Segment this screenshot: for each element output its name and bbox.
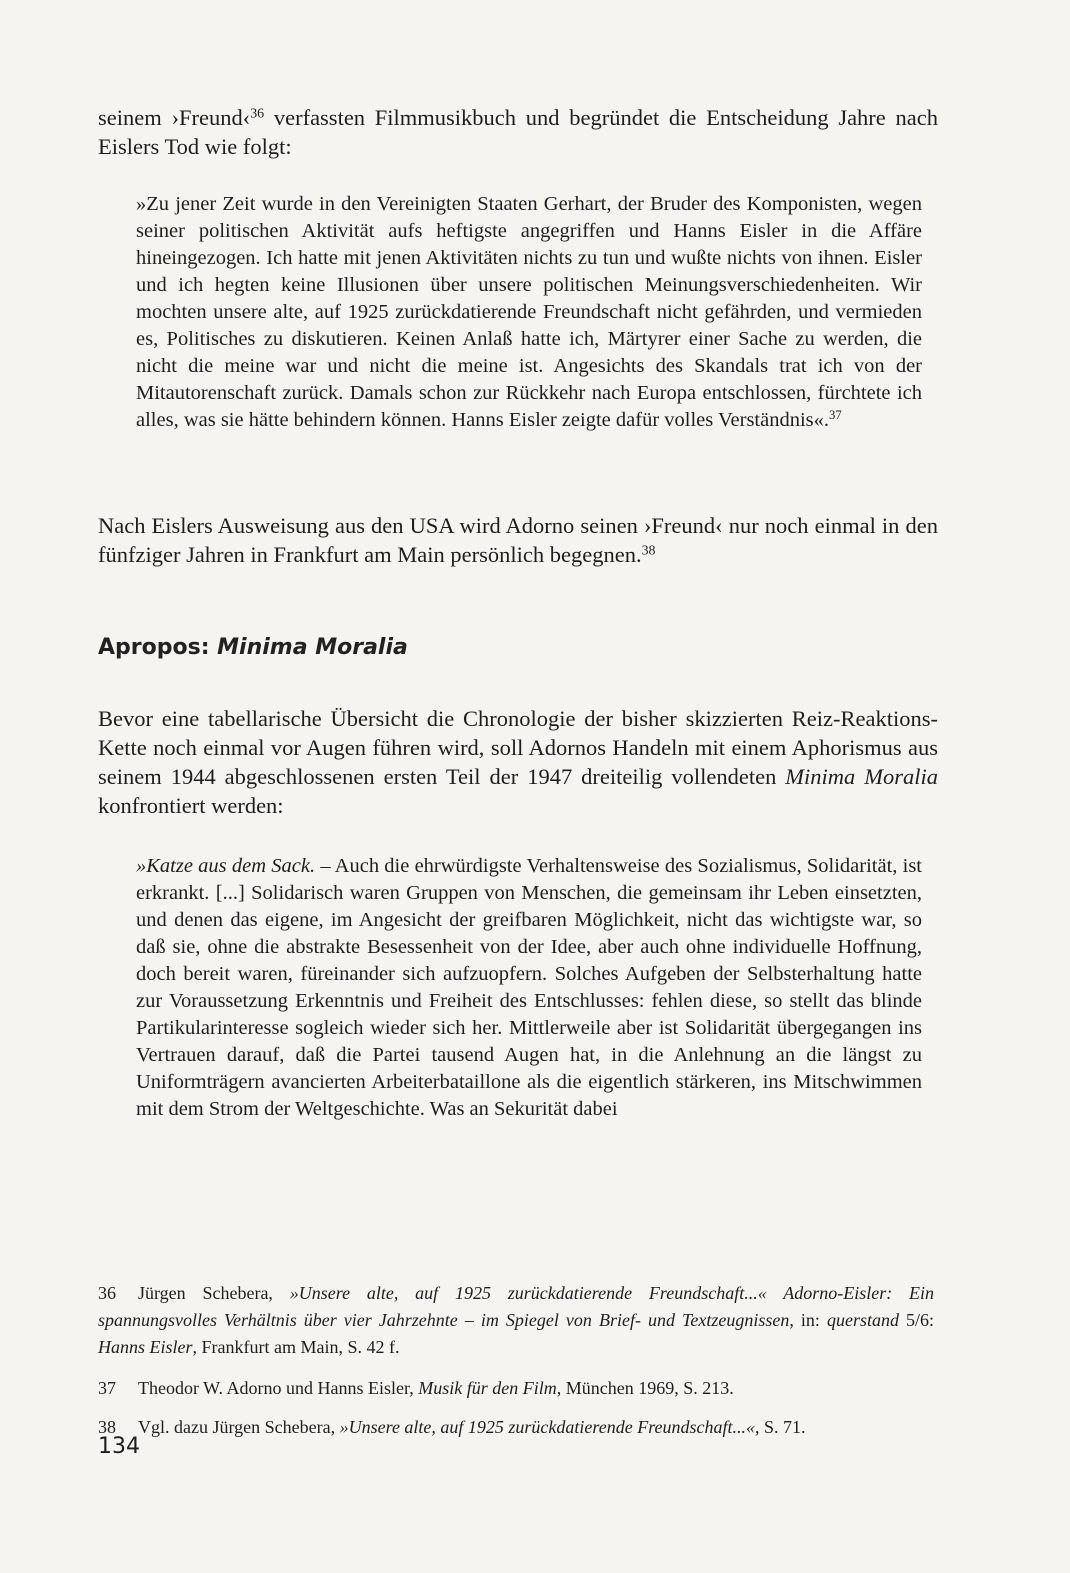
text-run: Nach Eislers Ausweisung aus den USA wird Adorno seinen ›Freund‹ nur noch einmal in den fünfziger Jahren in Frankfurt am Main persönlich begegnen. (98, 513, 938, 567)
issue-title: Hanns Eisler (98, 1337, 193, 1357)
quote-text: »Zu jener Zeit wurde in den Vereinigten Staaten Gerhart, der Bruder des Komponisten, wegen seiner politischen Aktivität aufs heftigste angegriffen und Hanns Eisler in die Affäre hineingezogen. Ich hatte mit jenen Aktivitäten nichts zu tun und wußte nichts von ihnen. Eisler und ich hegten keine Illusionen über unsere politischen Meinungsverschiedenheiten. Wir mochten unsere alte, auf 1925 zurückdatierende Freundschaft nicht gefährden, und vermieden es, Politisches zu diskutieren. Keinen Anlaß hatte ich, Märtyrer einer Sache zu werden, die nicht die meine war und nicht die meine ist. Angesichts des Skandals trat ich von der Mitautorenschaft zurück. Damals schon zur Rückkehr nach Europa entschlossen, fürchtete ich alles, was sie hätte behindern können. Hanns Eisler zeigte dafür volles Verständnis«. (136, 193, 922, 431)
citation-title: »Unsere alte, auf 1925 zurückdatierende Freundschaft...« Adorno-Eisler: Ein spannungsvolles Verhältnis über vier Jahrzehnte – im Spiegel von Brief- und Textzeugnissen (98, 1283, 934, 1330)
aphorism-title: »Katze aus dem Sack. (136, 855, 316, 877)
heading-title: Minima Moralia (217, 635, 408, 660)
text-run: , Frankfurt am Main, S. 42 f. (192, 1337, 400, 1357)
page-number: 134 (98, 1434, 140, 1459)
text-run: seinem ›Freund‹ (98, 105, 251, 130)
footnote-ref-38[interactable]: 38 (641, 543, 656, 559)
journal-title: querstand (826, 1310, 899, 1330)
block-quote-adorno (136, 191, 922, 434)
footnote-36 (98, 1280, 934, 1361)
citation-title: »Unsere alte, auf 1925 zurückdatierende Freundschaft...« (339, 1417, 756, 1437)
footnote-ref-37[interactable]: 37 (829, 408, 842, 423)
text-run: , S. 71. (755, 1417, 806, 1437)
text-run: Jürgen Schebera, (138, 1283, 290, 1303)
paragraph-ausweisung (98, 511, 938, 569)
text-run: verfassten Filmmusikbuch und begründet die Entscheidung Jahre nach Eislers Tod wie folgt: (98, 105, 938, 159)
footnote-number: 37 (98, 1378, 116, 1398)
text-run: konfrontiert werden: (98, 793, 284, 818)
paragraph-intro (98, 103, 938, 161)
text-run: Theodor W. Adorno und Hanns Eisler, (138, 1378, 419, 1398)
text-run: Vgl. dazu Jürgen Schebera, (138, 1417, 340, 1437)
footnote-38 (98, 1414, 934, 1441)
text-run: , München 1969, S. 213. (556, 1378, 734, 1398)
quote-text: – Auch die ehrwürdigste Verhaltensweise des Sozialismus, Solidarität, ist erkrankt. [...] Solidarisch waren Gruppen von Menschen, die gemeinsam ihr Leben einsetzten, und denen das eigene, im Angesicht der greifbaren Möglichkeit, nicht das wichtigste war, so daß sie, ohne die abstrakte Besessenheit von der Idee, aber auch ohne individuelle Hoffnung, doch bereit waren, füreinander sich aufzuopfern. Solches Aufgeben der Selbsterhaltung hatte zur Voraussetzung Erkenntnis und Freiheit des Entschlusses: fehlen diese, so stellt das blinde Partikularinteresse sogleich wieder sich her. Mittlerweile aber ist Solidarität übergegangen ins Vertrauen darauf, daß die Partei tausend Augen hat, in die Anlehnung an die längst zu Uniformträgern avancierten Arbeiterbataillone als die eigentlich stärkeren, ins Mitschwimmen mit dem Strom der Weltgeschichte. Was an Sekurität dabei (136, 855, 923, 1120)
block-quote-katze (136, 853, 922, 1123)
footnote-number: 38 (98, 1417, 116, 1437)
footnote-37 (98, 1375, 934, 1402)
footnote-number: 36 (98, 1283, 116, 1303)
book-title: Minima Moralia (785, 764, 939, 789)
paragraph-minima-moralia (98, 704, 938, 820)
text-run: 5/6: (898, 1310, 934, 1330)
section-heading (98, 635, 408, 660)
text-run: Bevor eine tabellarische Übersicht die Chronologie der bisher skizzierten Reiz-Reaktions-Kette noch einmal vor Augen führen wird, soll Adornos Handeln mit einem Aphorismus aus seinem 1944 abgeschlossenen ersten Teil der 1947 dreiteilig vollendeten (98, 706, 938, 789)
heading-prefix: Apropos: (98, 635, 218, 660)
text-run: , in: (789, 1310, 827, 1330)
footnote-ref-36[interactable]: 36 (250, 106, 265, 122)
citation-title: Musik für den Film (418, 1378, 557, 1398)
